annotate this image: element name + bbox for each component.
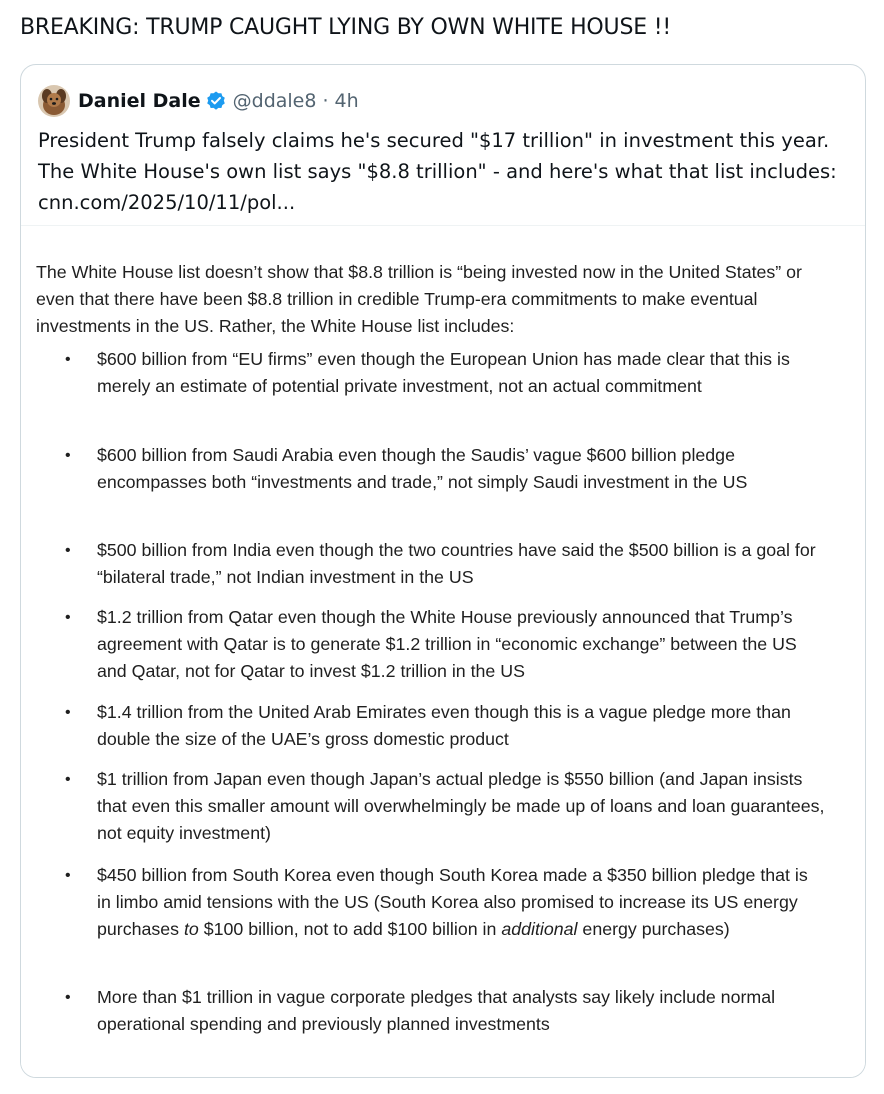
post-headline: BREAKING: TRUMP CAUGHT LYING BY OWN WHITE HOUSE !!	[20, 15, 671, 40]
list-item	[65, 604, 825, 685]
bullet-glyph: •	[65, 771, 71, 788]
bullet-glyph: •	[65, 542, 71, 559]
bullet-glyph: •	[65, 989, 71, 1006]
author-name[interactable]: Daniel Dale	[78, 90, 201, 112]
list-item-text-part: $450 billion from South Korea even though South Korea made a $350 billion pledge that is in limbo amid tensions with the US (South Korea also promised to increase its US energy purchases	[97, 865, 808, 939]
list-item-text: $1.4 trillion from the United Arab Emirates even though this is a vague pledge more than double the size of the UAE’s gross domestic product	[97, 702, 791, 749]
post-timestamp[interactable]: 4h	[334, 90, 359, 112]
bullet-glyph: •	[65, 447, 71, 464]
avatar[interactable]	[38, 85, 70, 117]
quoted-post-text	[38, 125, 848, 218]
list-item-text-part: $100 billion, not to add $100 billion in	[198, 919, 502, 939]
list-item	[65, 862, 825, 943]
list-item-text: More than $1 trillion in vague corporate pledges that analysts say likely include normal operational spending and previously planned investments	[97, 987, 776, 1034]
list-item-text: $600 billion from “EU firms” even though the European Union has made clear that this is merely an estimate of potential private investment, not an actual commitment	[97, 349, 790, 396]
bullet-glyph: •	[65, 704, 71, 721]
list-item-text: $1.2 trillion from Qatar even though the White House previously announced that Trump’s agreement with Qatar is to generate $1.2 trillion in “economic exchange” between the US and Qatar, not for Qatar to invest $1.2 trillion in the US	[97, 607, 797, 681]
verified-badge-icon	[205, 90, 227, 112]
list-item	[65, 442, 825, 496]
list-item	[65, 537, 825, 591]
list-item	[65, 699, 825, 753]
list-item-text: $1 trillion from Japan even though Japan’s actual pledge is $550 billion (and Japan insists that even this smaller amount will overwhelmingly be made up of loans and loan guarantees, not equity investment)	[97, 769, 825, 843]
emphasis-additional: additional	[501, 919, 578, 939]
attached-image[interactable]	[21, 225, 866, 1078]
image-intro-paragraph: The White House list doesn’t show that $8.8 trillion is “being invested now in the United States” or even that there have been $8.8 trillion in credible Trump-era commitments to make eventual investments in the US. Rather, the White House list includes:	[36, 262, 802, 336]
quoted-post-card[interactable]	[20, 64, 866, 1078]
meta-separator: ·	[322, 90, 329, 112]
bullet-glyph: •	[65, 609, 71, 626]
bullet-glyph: •	[65, 351, 71, 368]
list-item	[65, 766, 825, 847]
list-item-text: $500 billion from India even though the two countries have said the $500 billion is a goal for “bilateral trade,” not Indian investment in the US	[97, 540, 816, 587]
list-item	[65, 984, 825, 1038]
emphasis-to: to	[183, 919, 199, 939]
list-item-text	[97, 862, 825, 943]
list-item	[65, 346, 825, 400]
list-item-text: $600 billion from Saudi Arabia even though the Saudis’ vague $600 billion pledge encompasses both “investments and trade,” not simply Saudi investment in the US	[97, 445, 748, 492]
article-link[interactable]: cnn.com/2025/10/11/pol...	[38, 191, 296, 214]
bullet-glyph: •	[65, 867, 71, 884]
author-handle[interactable]: @ddale8	[232, 90, 317, 112]
list-item-text-part: energy purchases)	[577, 919, 730, 939]
quoted-author-row	[38, 85, 359, 117]
quoted-post-body: President Trump falsely claims he's secured "$17 trillion" in investment this year. The White House's own list says "$8.8 trillion" - and here's what that list includes:	[38, 129, 837, 183]
